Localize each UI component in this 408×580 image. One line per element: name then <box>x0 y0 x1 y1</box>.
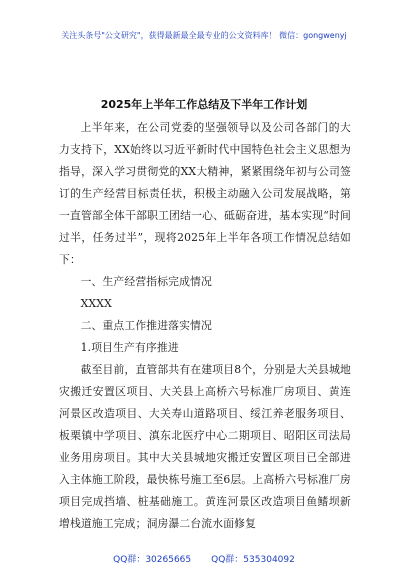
document-title: 2025年上半年工作总结及下半年工作计划 <box>100 98 308 111</box>
section-1-content: XXXX <box>80 297 112 310</box>
subsection-heading-1: 1.项目生产有序推进 <box>80 341 179 354</box>
intro-paragraph: 上半年来，在公司党委的坚强领导以及公司各部门的大力支持下，XX始终以习近平新时代中国特色社会主义思想为指导，深入学习贯彻党的XX大精神，紧紧围绕年初与公司签订的生产经营目标责任状，积极主动融入公司发展战略，第一直管部全体干部职工团结一心、砥砺奋进，基本实现“时间过半，任务过半”，现将2025年上半年各项工作情况总结如下： <box>59 121 351 266</box>
section-heading-1: 一、生产经营指标完成情况 <box>80 275 212 288</box>
project-progress-paragraph: 截至目前，直管部共有在建项目8个，分别是大关县城地灾搬迁安置区项目、大关县上高桥六号标准厂房项目、黄连河景区改造项目、大关寿山道路项目、绥江养老服务项目、板栗镇中学项目、滇东北医疗中心二期项目、昭阳区司法局业务用房项目。其中大关县城地灾搬迁安置区项目已全部进入主体施工阶段，最快栋号施工至6层。上高桥六号标准厂房项目完成挡墙、桩基础施工。黄连河景区改造项目鱼鳍坝新增栈道施工完成；洞房瀑二台流水面修复 <box>59 363 351 530</box>
qq-group-2: QQ群：535304092 <box>211 555 295 565</box>
footer-qq-groups <box>0 552 408 565</box>
qq-group-1: QQ群：30265665 <box>113 555 192 565</box>
document-body <box>59 117 351 535</box>
header-promo-text: 关注头条号"公文研究"，获得最新最全最专业的公文资料库！ 微信：gongwenyj <box>61 31 347 40</box>
section-heading-2: 二、重点工作推进落实情况 <box>80 319 212 332</box>
